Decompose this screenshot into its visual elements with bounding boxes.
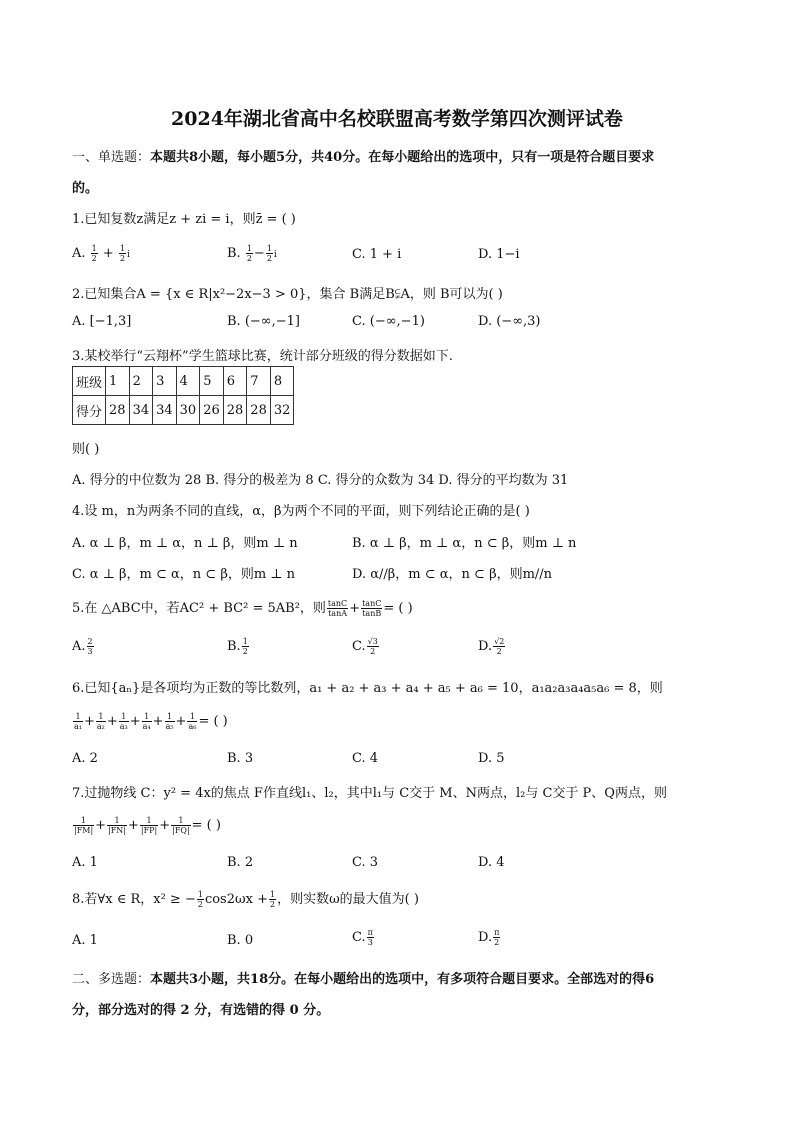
q8-option-b: B. 0: [227, 933, 254, 948]
section2-desc-line2: 分，部分选对的得 2 分，有选错的得 0 分。: [72, 1003, 330, 1018]
fraction: $\frac{1}{|FQ|}$: [172, 816, 190, 835]
fraction: $\frac{\tan C}{\tan B}$: [362, 599, 382, 618]
q4-option-b: B. α ⊥ β，m ⊥ α，n ⊂ β，则m ⊥ n: [352, 536, 577, 551]
q5-stem: 5.在 △ABC中，若AC² + BC² = 5AB²，则 $\frac{\tan C}{\tan A}$ + $\frac{\tan C}{\tan B}$ = ( ): [72, 599, 413, 618]
section1-head: 一、单选题：: [72, 150, 151, 165]
fraction: $\frac{1}{2}$: [269, 890, 276, 909]
fraction: $\frac{1}{\text{a₄}}$: [142, 712, 151, 731]
fraction: $\frac{1}{|FM|}$: [74, 816, 94, 835]
q6-option-d: D. 5: [478, 751, 505, 766]
q5-option-c: C. $\frac{√3}{2}$: [352, 637, 378, 656]
q5-option-a: A. $\frac{2}{3}$: [72, 637, 93, 656]
table-cell: 26: [200, 396, 224, 425]
q5-option-d: D. $\frac{√2}{2}$: [478, 637, 505, 656]
q2-stem: 2.已知集合A = {x ∈ R|x²−2x−3 > 0}，集合 B满足B⫋A，则 B可以为( ): [72, 287, 503, 302]
q3-then: 则( ): [72, 442, 100, 457]
q2-option-d: D. (−∞,3): [478, 314, 541, 329]
q1-option-a: A. $\frac{1}{2}$ + $\frac{1}{2}$ i: [72, 244, 130, 263]
q4-option-d: D. α//β，m ⊂ α，n ⊂ β，则m//n: [352, 567, 553, 582]
table-cell: 3: [153, 367, 177, 396]
q5-option-b: B. $\frac{1}{2}$: [227, 637, 248, 656]
q7-option-c: C. 3: [352, 855, 379, 870]
table-cell: 30: [176, 396, 200, 425]
q8-option-d: D. $\frac{\pi}{2}$: [478, 928, 500, 947]
q7-option-a: A. 1: [72, 855, 98, 870]
fraction: $\frac{\tan C}{\tan A}$: [327, 599, 348, 618]
section2-instructions: [72, 968, 654, 987]
q1-option-d: D. 1−i: [478, 247, 520, 262]
fraction: $\frac{\pi}{2}$: [494, 928, 500, 947]
table-cell: 2: [129, 367, 153, 396]
table-cell: 34: [129, 396, 153, 425]
fraction: $\frac{1}{2}$: [266, 244, 272, 263]
fraction: $\frac{1}{\text{a₆}}$: [188, 712, 197, 731]
section2-head: 二、多选题：: [72, 972, 151, 987]
table-cell: 班级: [73, 367, 106, 396]
table-cell: 28: [223, 396, 247, 425]
q1-option-c: C. 1 + i: [352, 247, 402, 262]
q4-option-a: A. α ⊥ β，m ⊥ α，n ⊥ β，则m ⊥ n: [72, 536, 298, 551]
q1-stem: 1.已知复数z满足z + zi = i，则z̄ = ( ): [72, 212, 296, 227]
section2-desc-line1: 本题共3小题，共18分。在每小题给出的选项中，有多项符合题目要求。全部选对的得6: [150, 972, 655, 987]
q7-fraction-sum: $\frac{1}{|FM|}$ + $\frac{1}{|FN|}$ + $\frac{1}{|FP|}$ + $\frac{1}{|FQ|}$ = ( ): [74, 816, 221, 835]
section1-desc-line2: 的。: [72, 181, 99, 196]
q4-stem: 4.设 m，n为两条不同的直线，α，β为两个不同的平面，则下列结论正确的是( ): [72, 504, 530, 519]
fraction: $\frac{1}{|FP|}$: [140, 816, 158, 835]
table-cell: 5: [200, 367, 224, 396]
table-cell: 得分: [73, 396, 106, 425]
q8-option-c: C. $\frac{\pi}{3}$: [352, 928, 373, 947]
q2-option-c: C. (−∞,−1): [352, 314, 425, 329]
table-cell: 6: [223, 367, 247, 396]
table-row: [73, 396, 294, 425]
q7-option-b: B. 2: [227, 855, 254, 870]
q8-stem: 8.若∀x ∈ R，x² ≥ − $\frac{1}{2}$ cos2ωx + $\frac{1}{2}$ ，则实数ω的最大值为( ): [72, 890, 419, 909]
fraction: $\frac{2}{3}$: [87, 637, 93, 656]
fraction: $\frac{√2}{2}$: [494, 637, 505, 656]
q6-option-a: A. 2: [72, 751, 98, 766]
q6-fraction-sum: $\frac{1}{\text{a₁}}$ + $\frac{1}{\text{a₂}}$ + $\frac{1}{\text{a₃}}$ + $\frac{1}{\text{a₄}}$ + $\frac{1}{\text{a₅}}$ + $\frac{1}{\text{a₆}}$ = ( ): [74, 712, 228, 731]
section1-instructions: [72, 146, 654, 165]
fraction: $\frac{1}{|FN|}$: [108, 816, 126, 835]
q6-option-b: B. 3: [227, 751, 254, 766]
table-cell: 34: [153, 396, 177, 425]
fraction: $\frac{1}{\text{a₁}}$: [74, 712, 82, 731]
q3-options: A. 得分的中位数为 28 B. 得分的极差为 8 C. 得分的众数为 34 D. 得分的平均数为 31: [72, 473, 569, 488]
q3-stem: 3.某校举行“云翔杯”学生篮球比赛，统计部分班级的得分数据如下.: [72, 349, 453, 364]
fraction: $\frac{1}{2}$: [91, 244, 97, 263]
q2-option-a: A. [−1,3]: [72, 314, 132, 329]
table-cell: 28: [247, 396, 271, 425]
table-cell: 4: [176, 367, 200, 396]
q6-option-c: C. 4: [352, 751, 379, 766]
table-cell: 32: [270, 396, 294, 425]
fraction: $\frac{1}{2}$: [242, 637, 248, 656]
page-title: 2024年湖北省高中名校联盟高考数学第四次测评试卷: [171, 108, 623, 130]
q6-stem: 6.已知{aₙ}是各项均为正数的等比数列，a₁ + a₂ + a₃ + a₄ + a₅ + a₆ = 10，a₁a₂a₃a₄a₅a₆ = 8，则: [72, 681, 663, 696]
q7-stem: 7.过抛物线 C：y² = 4x的焦点 F作直线l₁、l₂，其中l₁与 C交于 M、N两点，l₂与 C交于 P、Q两点，则: [72, 786, 667, 801]
fraction: $\frac{1}{\text{a₃}}$: [119, 712, 128, 731]
fraction: $\frac{√3}{2}$: [367, 637, 378, 656]
section1-desc-line1: 本题共8小题，每小题5分，共40分。在每小题给出的选项中，只有一项是符合题目要求: [150, 150, 655, 165]
table-cell: 28: [106, 396, 130, 425]
q1-option-b: B. $\frac{1}{2}$ − $\frac{1}{2}$ i: [227, 244, 277, 263]
table-cell: 8: [270, 367, 294, 396]
fraction: $\frac{1}{\text{a₂}}$: [96, 712, 105, 731]
q8-option-a: A. 1: [72, 933, 98, 948]
table-cell: 1: [106, 367, 130, 396]
fraction: $\frac{1}{\text{a₅}}$: [165, 712, 174, 731]
table-cell: 7: [247, 367, 271, 396]
table-row: [73, 367, 294, 396]
q2-option-b: B. (−∞,−1]: [227, 314, 300, 329]
fraction: $\frac{1}{2}$: [246, 244, 252, 263]
q4-option-c: C. α ⊥ β，m ⊂ α，n ⊂ β，则m ⊥ n: [72, 567, 296, 582]
q7-option-d: D. 4: [478, 855, 505, 870]
score-table: [72, 366, 294, 425]
fraction: $\frac{1}{2}$: [197, 890, 203, 909]
fraction: $\frac{1}{2}$: [119, 244, 126, 263]
fraction: $\frac{\pi}{3}$: [367, 928, 373, 947]
